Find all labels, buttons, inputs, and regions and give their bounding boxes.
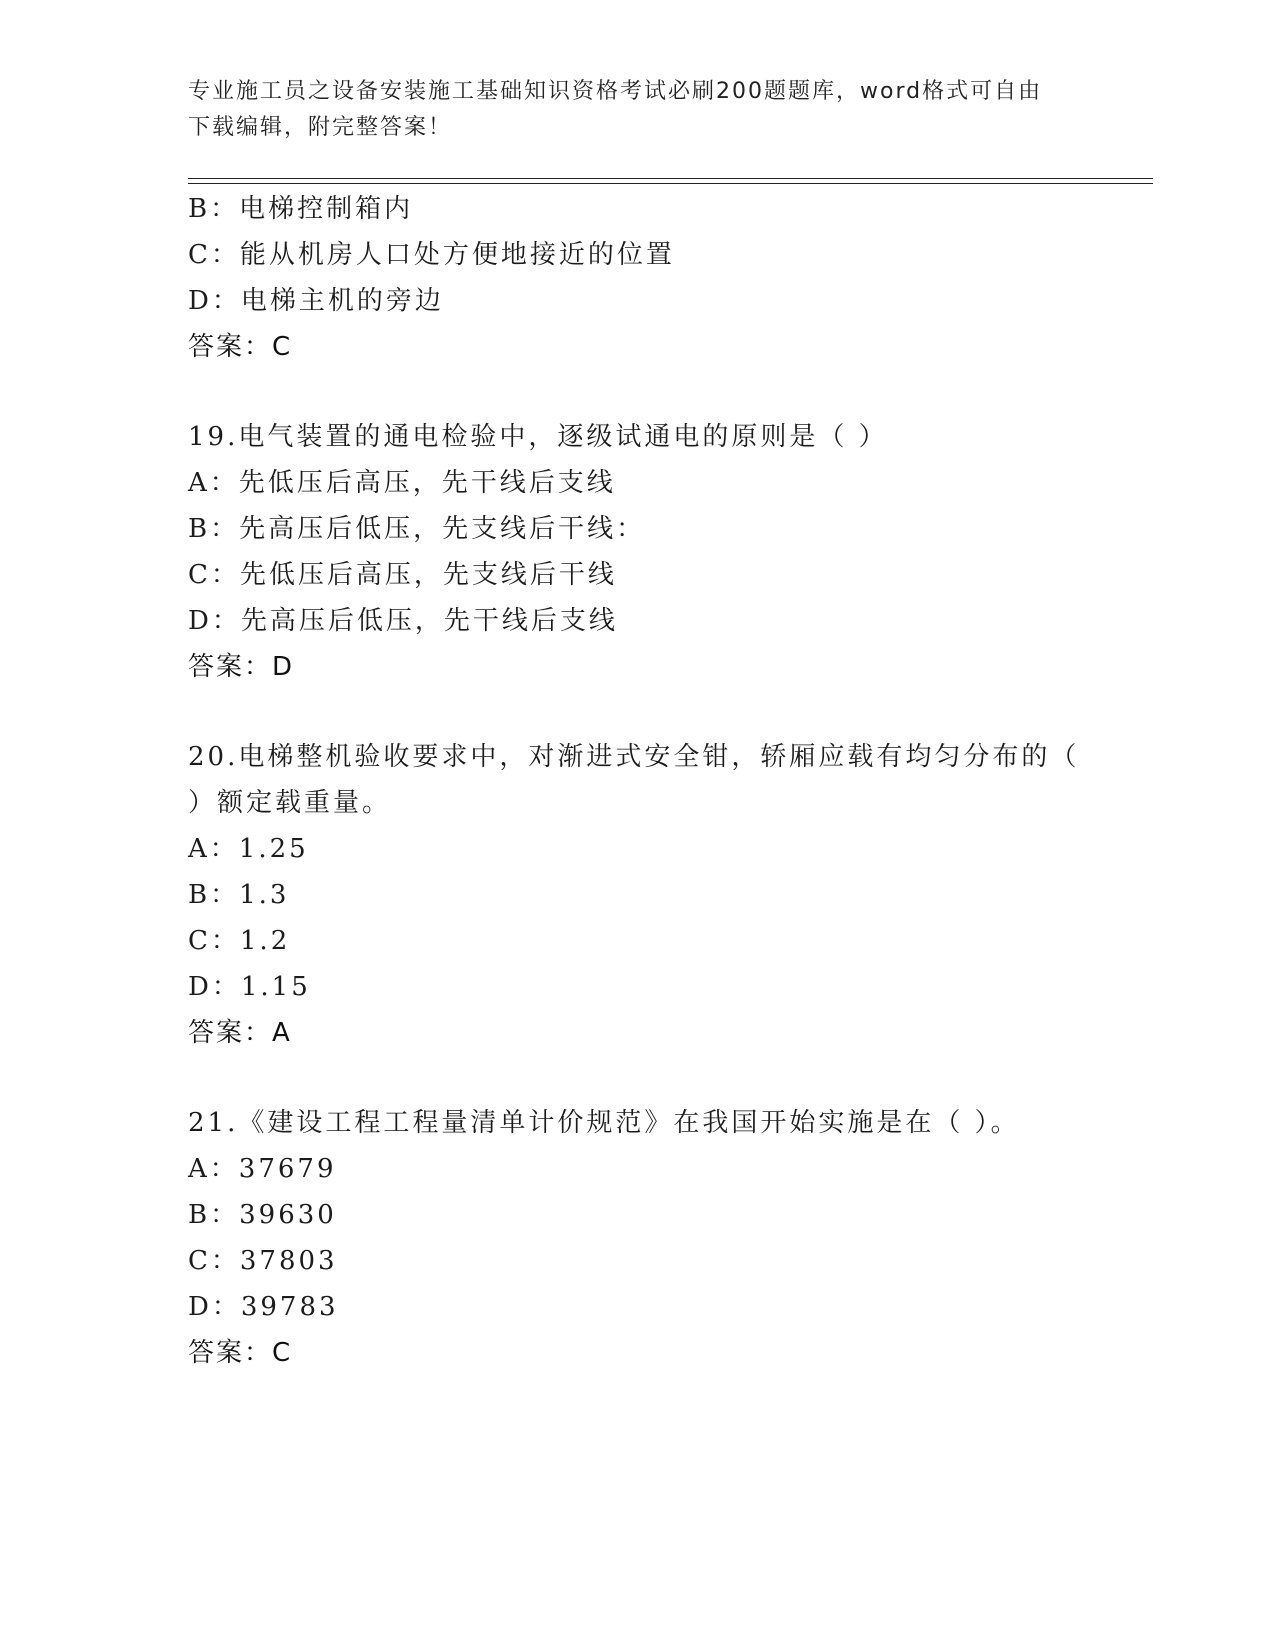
option-c: C：能从机房人口处方便地接近的位置 (188, 240, 675, 270)
header-title-line-1: 专业施工员之设备安装施工基础知识资格考试必刷200题题库，word格式可自由 (188, 79, 1043, 104)
option-d: D：1.15 (188, 972, 311, 1002)
option-b: B：1.3 (188, 880, 290, 910)
question-21 (188, 1100, 1148, 1376)
option-a: A：37679 (188, 1154, 337, 1184)
answer-line: 答案：D (188, 652, 295, 682)
option-d: D：39783 (188, 1292, 339, 1322)
spacer (188, 1056, 1148, 1100)
option-d: D：电梯主机的旁边 (188, 286, 444, 316)
option-b: B：先高压后低压，先支线后干线： (188, 514, 646, 544)
question-stem: 21.《建设工程工程量清单计价规范》在我国开始实施是在（ ）。 (188, 1108, 1020, 1138)
option-a: A：先低压后高压，先干线后支线 (188, 468, 616, 498)
option-a: A：1.25 (188, 834, 309, 864)
question-stem-continued: ）额定载重量。 (188, 788, 392, 818)
question-19 (188, 414, 1148, 690)
question-20 (188, 734, 1148, 1056)
answer-line: 答案：A (188, 1018, 292, 1048)
question-list (188, 186, 1148, 1376)
option-b: B：电梯控制箱内 (188, 194, 414, 224)
option-c: C：1.2 (188, 926, 291, 956)
question-stem: 20.电梯整机验收要求中，对渐进式安全钳，轿厢应载有均匀分布的（ (188, 742, 1080, 772)
answer-line: 答案：C (188, 1338, 293, 1368)
question-18-continued (188, 186, 1148, 370)
header-divider-top (188, 178, 1153, 179)
spacer (188, 370, 1148, 414)
header-divider-bottom (188, 183, 1153, 184)
option-b: B：39630 (188, 1200, 337, 1230)
option-d: D：先高压后低压，先干线后支线 (188, 606, 618, 636)
option-c: C：37803 (188, 1246, 338, 1276)
answer-line: 答案：C (188, 332, 293, 362)
header-title-line-2: 下载编辑，附完整答案！ (188, 115, 453, 140)
spacer (188, 690, 1148, 734)
option-c: C：先低压后高压，先支线后干线 (188, 560, 617, 590)
question-stem: 19.电气装置的通电检验中，逐级试通电的原则是（ ） (188, 422, 888, 452)
document-header (188, 74, 1088, 146)
